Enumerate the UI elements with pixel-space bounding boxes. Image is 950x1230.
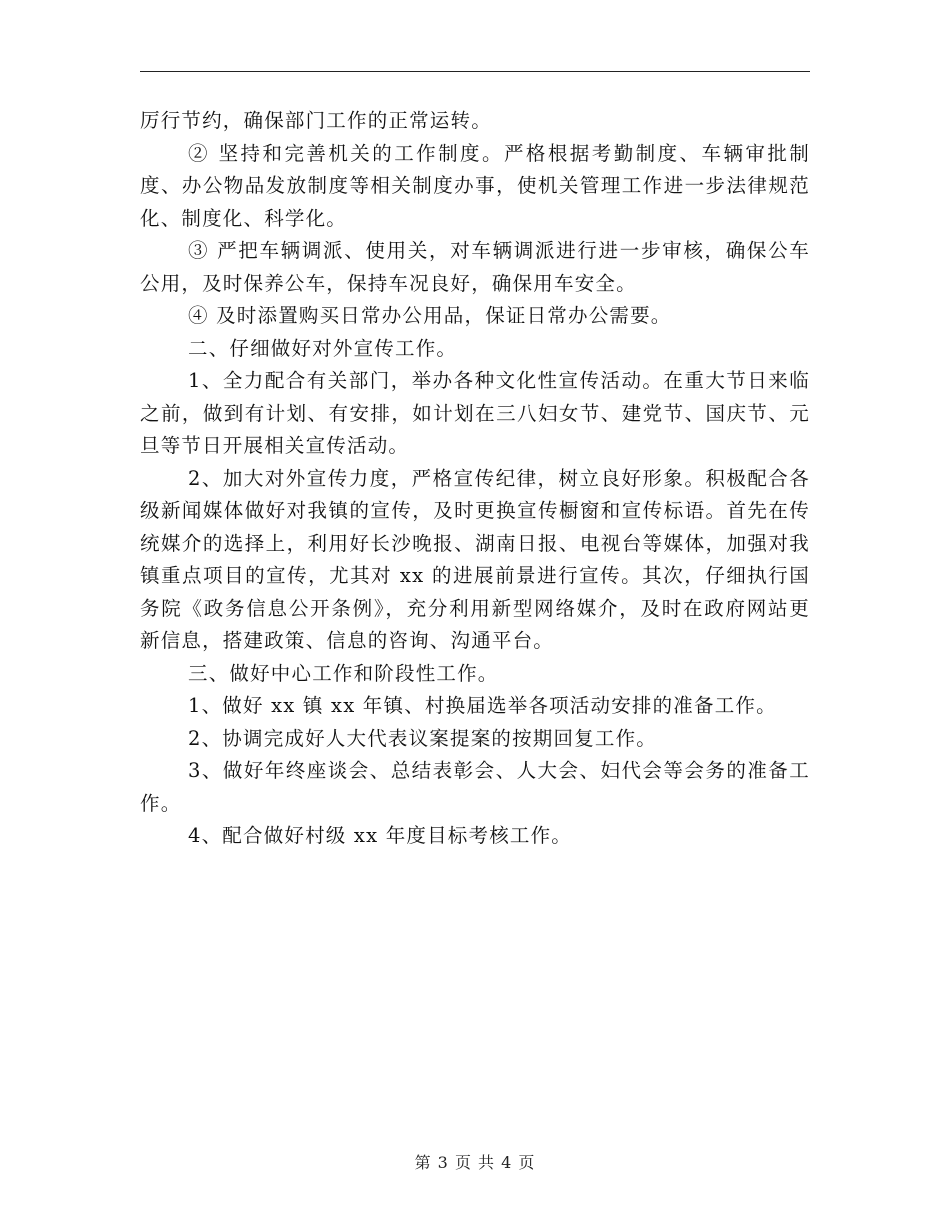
paragraph-12: 4、配合做好村级 xx 年度目标考核工作。 bbox=[188, 824, 572, 847]
paragraph-3: ③ 严把车辆调派、使用关，对车辆调派进行进一步审核，确保公车公用，及时保养公车，保持车况良好，确保用车安全。 bbox=[140, 239, 810, 295]
paragraph-4: ④ 及时添置购买日常办公用品，保证日常办公需要。 bbox=[188, 304, 672, 327]
paragraph-11: 3、做好年终座谈会、总结表彰会、人大会、妇代会等会务的准备工作。 bbox=[140, 759, 810, 815]
header-rule bbox=[140, 71, 810, 72]
paragraph-2: ② 坚持和完善机关的工作制度。严格根据考勤制度、车辆审批制度、办公物品发放制度等相关制度办事，使机关管理工作进一步法律规范化、制度化、科学化。 bbox=[140, 141, 810, 230]
paragraph-6: 1、全力配合有关部门，举办各种文化性宣传活动。在重大节日来临之前，做到有计划、有安排，如计划在三八妇女节、建党节、国庆节、元旦等节日开展相关宣传活动。 bbox=[140, 369, 810, 457]
paragraph-9: 1、做好 xx 镇 xx 年镇、村换届选举各项活动安排的准备工作。 bbox=[188, 694, 777, 717]
document-body bbox=[140, 105, 810, 853]
section-heading-3: 三、做好中心工作和阶段性工作。 bbox=[188, 661, 499, 685]
paragraph-1: 厉行节约，确保部门工作的正常运转。 bbox=[140, 109, 492, 132]
paragraph-7: 2、加大对外宣传力度，严格宣传纪律，树立良好形象。积极配合各级新闻媒体做好对我镇的宣传，及时更换宣传橱窗和宣传标语。首先在传统媒介的选择上，利用好长沙晚报、湖南日报、电视台等媒体，加强对我镇重点项目的宣传，尤其对 xx 的进展前景进行宣传。其次，仔细执行国务院《政务信息公开条例》，充分利用新型网络媒介，及时在政府网站更新信息，搭建政策、信息的咨询、沟通平台。 bbox=[140, 466, 810, 652]
page-footer: 第 3 页 共 4 页 bbox=[414, 1153, 536, 1172]
paragraph-10: 2、协调完成好人大代表议案提案的按期回复工作。 bbox=[188, 726, 658, 750]
section-heading-2: 二、仔细做好对外宣传工作。 bbox=[188, 336, 458, 360]
